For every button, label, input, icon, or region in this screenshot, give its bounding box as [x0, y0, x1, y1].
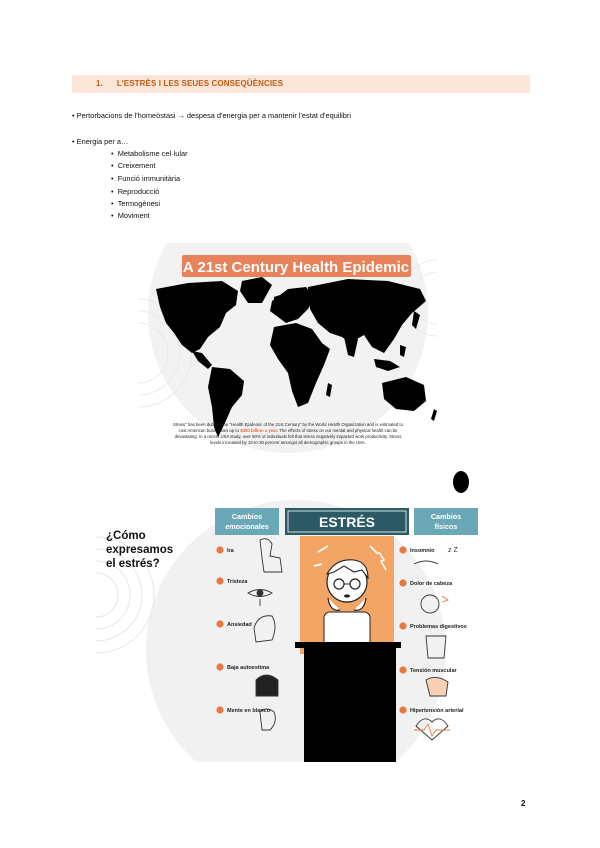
black-box: [304, 648, 396, 762]
physical-header-line-1: Cambios: [430, 512, 462, 521]
physical-item-muscle-tension: Tensión muscular: [410, 668, 457, 674]
bullet-homeostasis-text: Pertorbacions de l'homeòstasi → despesa d'energia per a mantenir l'estat d'equilibri: [76, 111, 351, 120]
caption-line-2a: cost American businesses up to: [178, 428, 239, 433]
question-line-2: expresamos: [106, 544, 174, 556]
black-dot: [453, 471, 469, 493]
emotional-item-anger: Ira: [227, 548, 234, 554]
emotional-item-low-self-esteem: Baja autoestima: [227, 665, 270, 671]
check-icon: [399, 579, 406, 586]
check-icon: [399, 546, 406, 553]
low-esteem-person-icon: [256, 675, 278, 696]
health-epidemic-figure: [138, 243, 438, 455]
check-icon: [216, 706, 223, 713]
list-item-text: Funció immunitària: [117, 174, 181, 183]
physical-item-headache: Dolor de cabeza: [410, 581, 453, 587]
check-icon: [216, 546, 223, 553]
caption-highlight: $300 billion a year.: [240, 428, 279, 433]
emotional-item-anxiety: Ansiedad: [227, 622, 252, 628]
list-item-text: Termogènesi: [117, 199, 161, 208]
black-bar: [295, 642, 401, 648]
physical-item-hypertension: Hipertensión arterial: [410, 708, 464, 714]
section-number: 1.: [96, 79, 103, 88]
check-icon: [216, 577, 223, 584]
caption-line-4: levels increased by 10-to-30 percent amongst all demographic groups in the USA.: [210, 440, 366, 445]
physical-item-digestive: Problemas digestivos: [410, 624, 467, 630]
check-icon: [399, 622, 406, 629]
section-heading: [96, 79, 283, 88]
bullet-energy-text: Energia per a…: [76, 137, 129, 146]
question-line-1: ¿Cómo: [106, 530, 146, 542]
list-item-text: Metabolisme cel·lular: [117, 149, 188, 158]
check-icon: [399, 706, 406, 713]
page-number: 2: [521, 799, 526, 808]
emotional-item-sadness: Tristeza: [227, 579, 248, 585]
physical-header-line-2: físicos: [434, 522, 458, 531]
figure-background-circle: [146, 500, 446, 762]
section-title: L'ESTRÈS I LES SEUES CONSEQÜÈNCIES: [116, 79, 284, 88]
emotional-header-line-1: Cambios: [231, 512, 263, 521]
stress-expression-figure: [96, 500, 506, 762]
list-item: • Moviment: [111, 211, 150, 220]
list-item: • Termogènesi: [111, 199, 161, 208]
physical-item-insomnia: Insomnio: [410, 548, 435, 554]
list-item-text: Creixement: [117, 161, 156, 170]
check-icon: [216, 620, 223, 627]
shoulder-tension-icon: [426, 677, 448, 696]
stress-question: [106, 530, 173, 570]
check-icon: [216, 663, 223, 670]
new-zealand-shape: [431, 409, 437, 421]
figure-caption: [173, 422, 404, 445]
emotional-item-blank-mind: Mente en blanco: [227, 708, 271, 714]
figure-title: A 21st Century Health Epidemic: [182, 259, 410, 276]
list-item-text: Reproducció: [117, 187, 160, 196]
list-item: • Funció immunitària: [111, 174, 181, 183]
caption-line-2b: The effects of stress on our mental and physical health can be: [279, 428, 398, 433]
sleep-z-icon: z Z: [448, 547, 458, 554]
list-item-text: Moviment: [117, 211, 150, 220]
caption-line-3: devastating. In a recent USA study, over 50% of individuals felt that stress negatively impacted work productivity. Stress: [174, 434, 402, 439]
list-item: • Reproducció: [111, 187, 160, 196]
caption-line-1: Stress" has been dubbed the "Health Epidemic of the 21st Century" by the World Health Organization and is estimated to: [173, 422, 403, 427]
caption-line-2: [179, 428, 399, 433]
question-line-3: el estrés?: [106, 558, 160, 570]
emotional-header-line-2: emocionales: [225, 522, 269, 531]
stress-title: ESTRÉS: [318, 514, 376, 530]
list-item: • Metabolisme cel·lular: [111, 149, 188, 158]
bullet-homeostasis: • Pertorbacions de l'homeòstasi → despesa d'energia per a mantenir l'estat d'equilibri: [72, 111, 351, 120]
list-item: • Creixement: [111, 161, 156, 170]
bullet-energy: • Energia per a…: [72, 137, 129, 146]
check-icon: [399, 666, 406, 673]
